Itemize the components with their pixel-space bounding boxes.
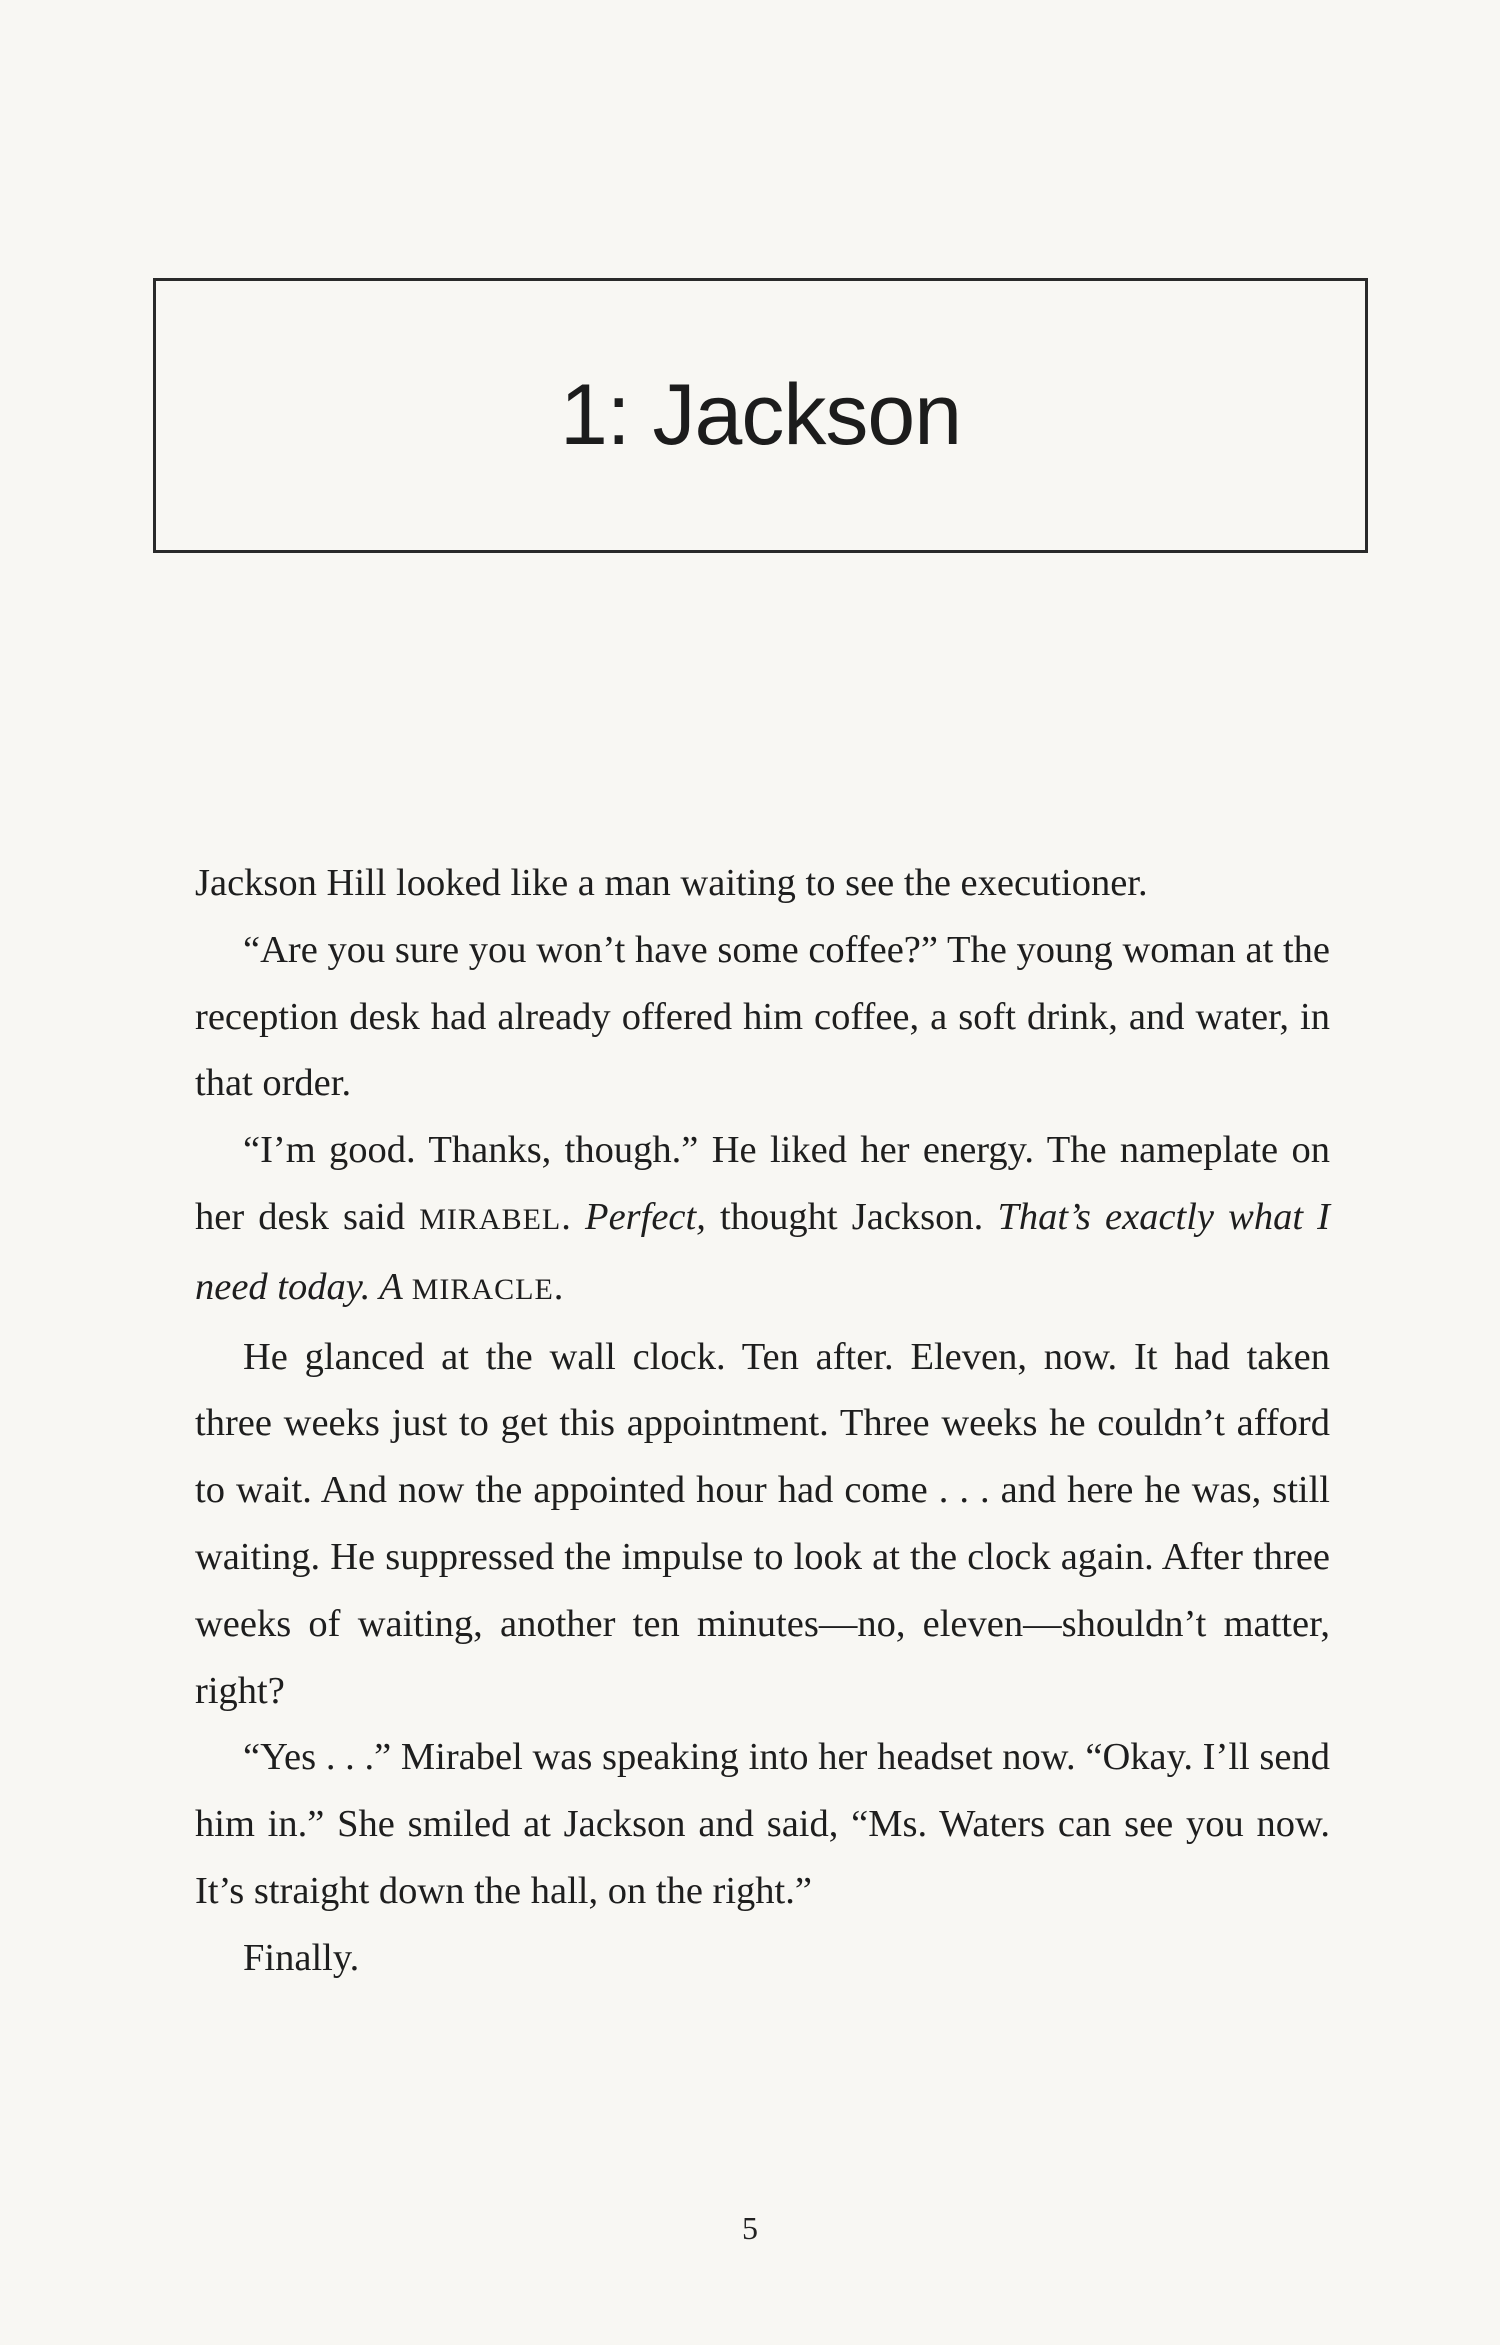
paragraph-5: “Yes . . .” Mirabel was speaking into her headset now. “Okay. I’ll send him in.” She smiled at Jackson and said, “Ms. Waters can see you now. It’s straight down the hall, on the right.” — [195, 1736, 1330, 1912]
paragraph-3-text-d: . — [553, 1265, 564, 1308]
page-number: 5 — [742, 2210, 758, 2246]
paragraph-6: Finally. — [243, 1936, 360, 1979]
miracle-text: MIRACLE — [411, 1272, 554, 1306]
chapter-title: 1: Jackson — [559, 367, 962, 463]
paragraph-3-text-b: . — [561, 1195, 586, 1238]
nameplate-text: MIRABEL — [419, 1202, 562, 1236]
paragraph-4: He glanced at the wall clock. Ten after. Eleven, now. It had taken three weeks just to get this appointment. Three weeks he couldn’t afford to wait. And now the appointed hour had come . . . and here he was, still waiting. He suppressed the impulse to look at the clock again. After three weeks of waiting, another ten minutes—no, eleven—shouldn’t matter, right? — [195, 1335, 1330, 1712]
paragraph-1: Jackson Hill looked like a man waiting to see the executioner. — [195, 862, 1148, 904]
chapter-header-box — [153, 278, 1368, 553]
paragraph-3-text-a: “I’m good. Thanks, though.” He liked her energy. The nameplate on her desk said — [195, 1129, 1330, 1238]
paragraph-3 — [195, 1117, 1330, 1323]
body-text — [195, 850, 1330, 1992]
paragraph-3-text-c: thought Jackson. — [705, 1195, 998, 1238]
perfect-emphasis: Perfect, — [585, 1195, 706, 1238]
paragraph-2: “Are you sure you won’t have some coffee?” The young woman at the reception desk had already offered him coffee, a soft drink, and water, in that order. — [195, 928, 1330, 1105]
thought-emphasis: That’s exactly what I need today. A — [195, 1195, 1331, 1308]
